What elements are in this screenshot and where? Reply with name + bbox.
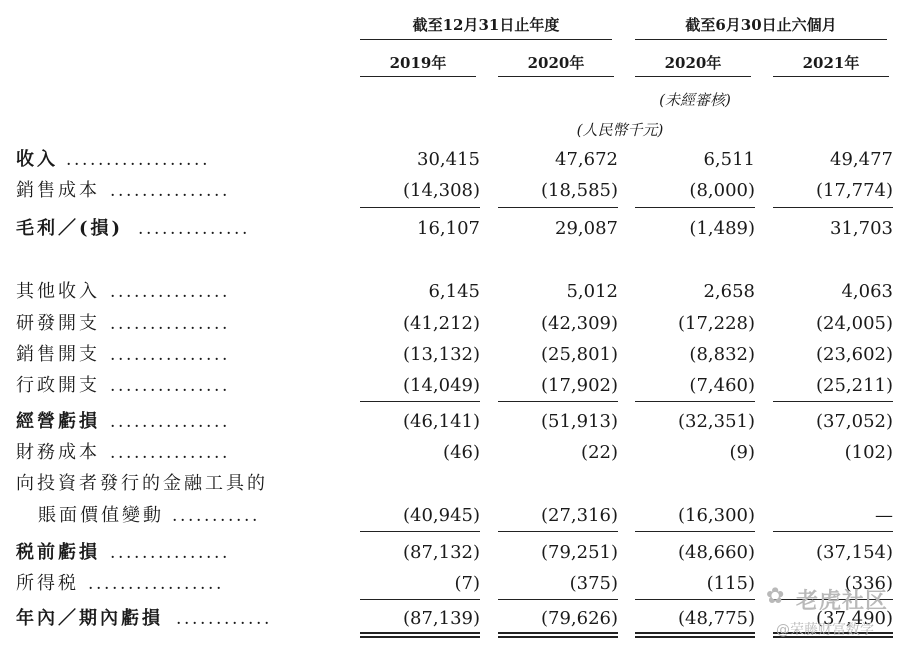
subtotal-line: [773, 401, 893, 402]
subtotal-line: [360, 599, 480, 600]
cell-value: (32,351): [677, 411, 755, 432]
table-row-loss-before-tax: [0, 541, 909, 565]
table-row-selling-expenses: [0, 343, 909, 367]
total-double-underline: [498, 632, 618, 638]
cell-value: (22): [581, 442, 618, 463]
cell-value: (14,308): [402, 180, 480, 201]
leader-dots: ...............: [110, 181, 231, 201]
year-underline-3: [635, 76, 751, 77]
cell-value: (7): [454, 573, 480, 594]
cell-value: (16,300): [677, 505, 755, 526]
row-label: 賬面價值變動: [38, 505, 164, 526]
total-double-underline: [360, 632, 480, 638]
cell-value: 47,672: [555, 149, 618, 170]
table-row-admin-expenses: [0, 374, 909, 398]
year-underline-4: [773, 76, 889, 77]
leader-dots: ...............: [110, 412, 231, 432]
header-fiscal-year-group: 截至12月31日止年度: [412, 16, 560, 34]
cell-value: (17,902): [540, 375, 618, 396]
subtotal-line: [773, 531, 893, 532]
cell-value: (37,154): [815, 542, 893, 563]
header-group-underline-6m: [635, 39, 887, 40]
watermark-text: 老虎社区: [796, 589, 889, 614]
table-row-operating-loss: [0, 410, 909, 434]
cell-value: (37,490): [815, 608, 893, 629]
cell-value: 4,063: [841, 281, 893, 302]
cell-value: (46): [443, 442, 480, 463]
subtotal-line: [360, 401, 480, 402]
cell-value: (51,913): [540, 411, 618, 432]
cell-value: (48,775): [677, 608, 755, 629]
cell-value: (1,489): [689, 218, 755, 239]
table-row-gross-profit: [0, 217, 909, 241]
cell-value: (8,832): [689, 344, 755, 365]
header-six-month-group: 截至6月30日止六個月: [685, 16, 837, 34]
cell-value: 49,477: [830, 149, 893, 170]
cell-value: (40,945): [402, 505, 480, 526]
cell-value: (7,460): [689, 375, 755, 396]
subtotal-line: [498, 531, 618, 532]
cell-value: 6,511: [703, 149, 755, 170]
cell-value: (17,228): [677, 313, 755, 334]
cell-value: (79,251): [540, 542, 618, 563]
subtotal-line: [498, 599, 618, 600]
cell-value: (24,005): [815, 313, 893, 334]
subtotal-line: [360, 531, 480, 532]
leader-dots: ...........: [172, 506, 261, 526]
cell-value: 2,658: [703, 281, 755, 302]
year-header-2021-6m: 2021年: [802, 54, 860, 72]
subtotal-line: [635, 531, 755, 532]
cell-value: (46,141): [402, 411, 480, 432]
cell-value: (42,309): [540, 313, 618, 334]
leader-dots: ............: [176, 609, 273, 629]
cell-value: (25,211): [815, 375, 893, 396]
row-label: 年內／期內虧損: [16, 608, 163, 629]
table-row-finance-costs: [0, 441, 909, 465]
row-label: 銷售開支: [16, 344, 100, 365]
row-label: 研發開支: [16, 313, 100, 334]
row-label: 行政開支: [16, 375, 100, 396]
subtotal-line: [498, 401, 618, 402]
cell-value: 29,087: [555, 218, 618, 239]
row-label: 財務成本: [16, 442, 100, 463]
table-row-rnd-expenses: [0, 312, 909, 336]
subtotal-line: [498, 207, 618, 208]
leader-dots: ..............: [138, 219, 251, 239]
table-row-carrying-amount-change: [0, 504, 909, 528]
year-header-2020-fy: 2020年: [527, 54, 585, 72]
header-group-underline-fy: [360, 39, 612, 40]
leader-dots: ...............: [110, 314, 231, 334]
watermark-subtext: @荣藤财富数学: [776, 622, 874, 638]
cell-value: (37,052): [815, 411, 893, 432]
watermark-tiger-icon: ✿: [766, 584, 785, 609]
cell-value: (41,212): [402, 313, 480, 334]
cell-value: (17,774): [815, 180, 893, 201]
cell-value: (13,132): [402, 344, 480, 365]
subtotal-line: [360, 207, 480, 208]
row-label: 收入: [16, 149, 58, 170]
cell-value: (115): [706, 573, 755, 594]
cell-value: (18,585): [540, 180, 618, 201]
row-label: 毛利／(損): [16, 218, 124, 239]
cell-value: (102): [844, 442, 893, 463]
cell-value: (48,660): [677, 542, 755, 563]
cell-value: 5,012: [566, 281, 618, 302]
leader-dots: ..................: [66, 150, 211, 170]
subtotal-line: [773, 207, 893, 208]
row-label: 所得税: [16, 573, 79, 594]
cell-value: (79,626): [540, 608, 618, 629]
cell-value: —: [875, 505, 893, 526]
leader-dots: ...............: [110, 282, 231, 302]
year-header-2019: 2019年: [389, 54, 447, 72]
cell-value: (27,316): [540, 505, 618, 526]
leader-dots: .................: [88, 574, 225, 594]
cell-value: (87,132): [402, 542, 480, 563]
subtotal-line: [635, 401, 755, 402]
leader-dots: ...............: [110, 543, 231, 563]
cell-value: (336): [844, 573, 893, 594]
row-label: 税前虧損: [16, 542, 100, 563]
cell-value: 30,415: [417, 149, 480, 170]
year-header-2020-6m: 2020年: [664, 54, 722, 72]
year-underline-2: [498, 76, 614, 77]
cell-value: (25,801): [540, 344, 618, 365]
cell-value: 16,107: [417, 218, 480, 239]
currency-note: (人民幣千元): [576, 121, 664, 139]
row-label: 銷售成本: [16, 180, 100, 201]
cell-value: (23,602): [815, 344, 893, 365]
subtotal-line: [635, 599, 755, 600]
total-double-underline: [635, 632, 755, 638]
leader-dots: ...............: [110, 345, 231, 365]
row-label: 經營虧損: [16, 411, 100, 432]
table-row-cost-of-sales: [0, 179, 909, 203]
cell-value: (8,000): [689, 180, 755, 201]
leader-dots: ...............: [110, 376, 231, 396]
cell-value: (9): [729, 442, 755, 463]
unaudited-note: (未經審核): [659, 91, 731, 109]
cell-value: (375): [569, 573, 618, 594]
row-label: 向投資者發行的金融工具的: [16, 473, 268, 494]
cell-value: (87,139): [402, 608, 480, 629]
row-label: 其他收入: [16, 281, 100, 302]
cell-value: 6,145: [428, 281, 480, 302]
leader-dots: ...............: [110, 443, 231, 463]
subtotal-line: [635, 207, 755, 208]
table-row-revenue: [0, 148, 909, 172]
table-row-other-income: [0, 280, 909, 304]
year-underline-1: [360, 76, 476, 77]
cell-value: 31,703: [830, 218, 893, 239]
table-row-fair-value-heading: [0, 472, 909, 496]
cell-value: (14,049): [402, 375, 480, 396]
table-row-net-loss: [0, 607, 909, 631]
